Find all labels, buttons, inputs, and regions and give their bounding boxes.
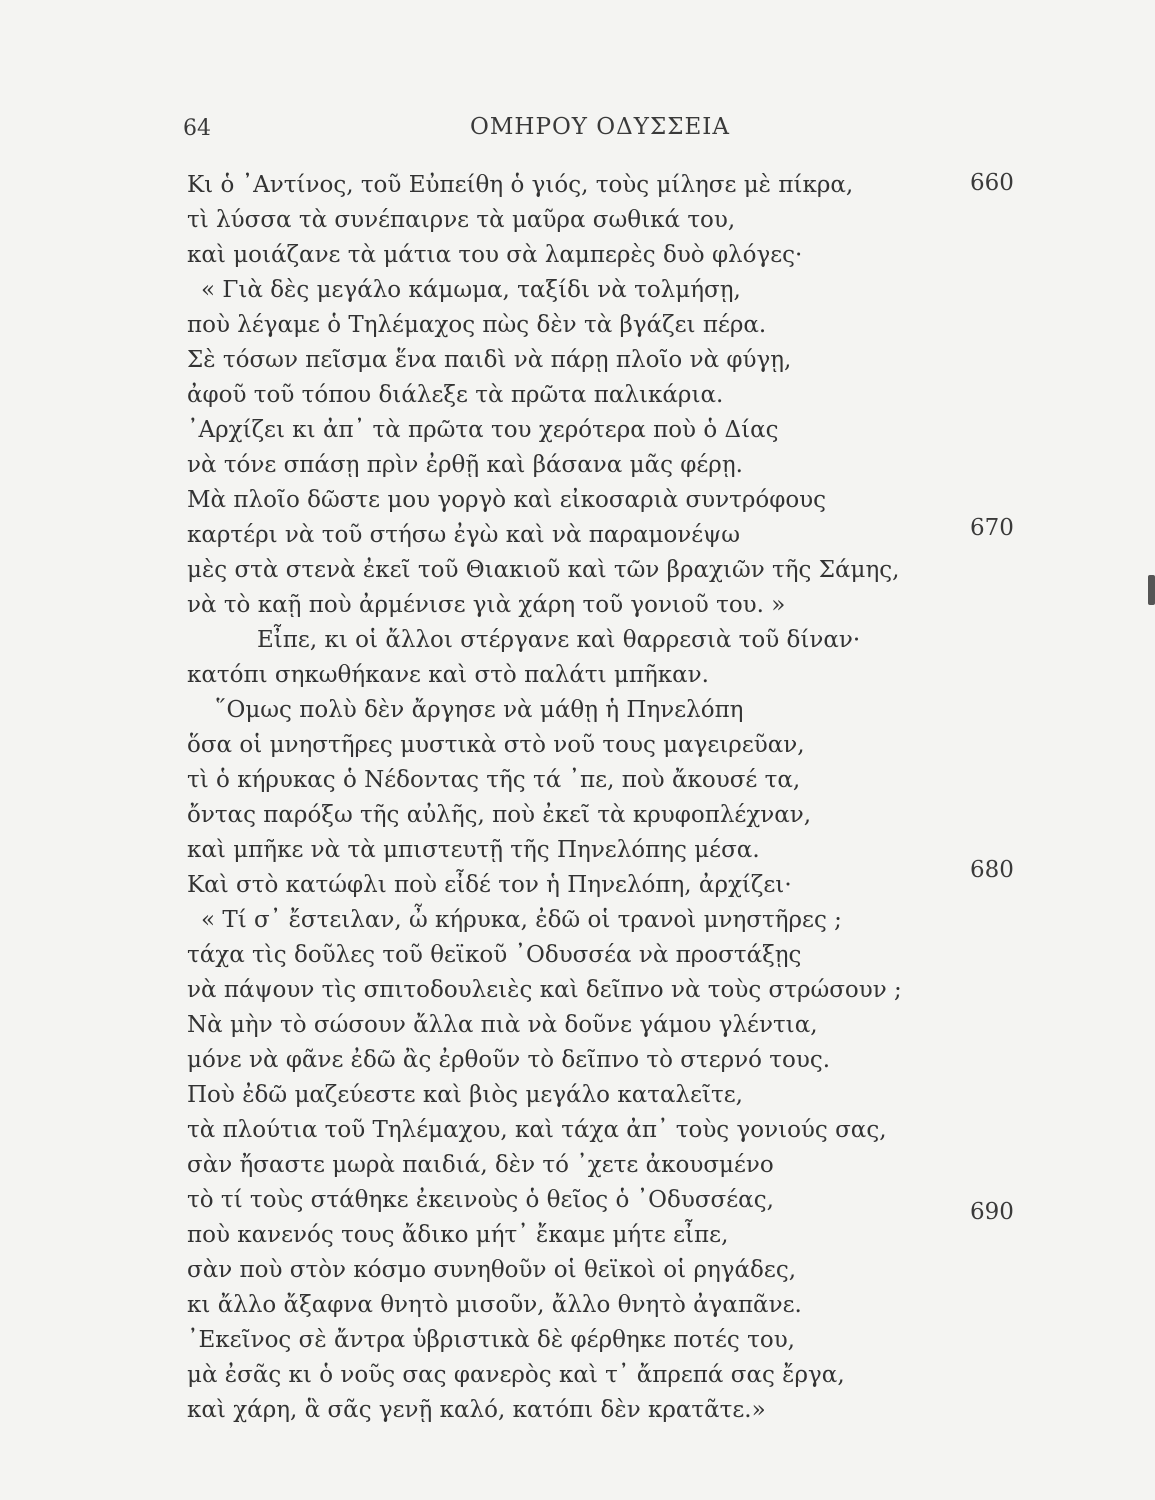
verse-line: Ποὺ ἐδῶ μαζεύεστε καὶ βιὸς μεγάλο καταλεῖτε, (187, 1082, 743, 1108)
line-number-660: 660 (970, 170, 1014, 196)
verse-line: νὰ τὸ καῇ ποὺ ἀρμένισε γιὰ χάρη τοῦ γονιοῦ του. » (187, 592, 786, 618)
verse-line: σὰν ἤσαστε μωρὰ παιδιά, δὲν τό ᾽χετε ἀκουσμένο (187, 1152, 774, 1178)
verse-line: « Γιὰ δὲς μεγάλο κάμωμα, ταξίδι νὰ τολμήσῃ, (201, 277, 741, 303)
verse-line: μὰ ἐσᾶς κι ὁ νοῦς σας φανερὸς καὶ τ᾽ ἄπρεπά σας ἔργα, (187, 1362, 845, 1388)
verse-line: σὰν ποὺ στὸν κόσμο συνηθοῦν οἱ θεϊκοὶ οἱ ρηγάδες, (187, 1257, 797, 1283)
verse-line: Σὲ τόσων πεῖσμα ἕνα παιδὶ νὰ πάρῃ πλοῖο νὰ φύγῃ, (187, 347, 792, 373)
verse-line: ὄντας παρόξω τῆς αὐλῆς, ποὺ ἐκεῖ τὰ κρυφοπλέχναν, (187, 802, 812, 828)
verse-line: μὲς στὰ στενὰ ἐκεῖ τοῦ Θιακιοῦ καὶ τῶν βραχιῶν τῆς Σάμης, (187, 557, 900, 583)
page-edge-mark (1148, 575, 1155, 605)
verse-line: νὰ πάψουν τὶς σπιτοδουλειὲς καὶ δεῖπνο νὰ τοὺς στρώσουν ; (187, 977, 902, 1003)
verse-line: ῞Ομως πολὺ δὲν ἄργησε νὰ μάθῃ ἡ Πηνελόπη (215, 697, 744, 723)
verse-line: Μὰ πλοῖο δῶστε μου γοργὸ καὶ εἰκοσαριὰ συντρόφους (187, 487, 827, 513)
verse-line: ᾽Αρχίζει κι ἀπ᾽ τὰ πρῶτα του χερότερα ποὺ ὁ Δίας (187, 417, 779, 443)
verse-line: κι ἄλλο ἄξαφνα θνητὸ μισοῦν, ἄλλο θνητὸ ἀγαπᾶνε. (187, 1292, 802, 1318)
verse-line: τάχα τὶς δοῦλες τοῦ θεϊκοῦ ᾽Οδυσσέα νὰ προστάξῃς (187, 942, 802, 968)
verse-line: καὶ χάρη, ἃ σᾶς γενῇ καλό, κατόπι δὲν κρατᾶτε.» (187, 1397, 766, 1423)
verse-line: καὶ μπῆκε νὰ τὰ μπιστευτῇ τῆς Πηνελόπης μέσα. (187, 837, 760, 863)
line-number-680: 680 (970, 857, 1014, 883)
verse-line: ᾽Εκεῖνος σὲ ἄντρα ὑβριστικὰ δὲ φέρθηκε ποτές του, (187, 1327, 795, 1353)
verse-line: καὶ μοιάζανε τὰ μάτια του σὰ λαμπερὲς δυὸ φλόγες· (187, 242, 803, 268)
verse-line: Καὶ στὸ κατώφλι ποὺ εἶδέ τον ἡ Πηνελόπη, ἀρχίζει· (187, 872, 792, 898)
verse-line: τὰ πλούτια τοῦ Τηλέμαχου, καὶ τάχα ἀπ᾽ τοὺς γονιούς σας, (187, 1117, 887, 1143)
verse-line: κατόπι σηκωθήκανε καὶ στὸ παλάτι μπῆκαν. (187, 662, 709, 688)
verse-line: Κι ὁ ᾽Αντίνος, τοῦ Εὐπείθη ὁ γιός, τοὺς μίλησε μὲ πίκρα, (187, 172, 854, 198)
verse-line: Νὰ μὴν τὸ σώσουν ἄλλα πιὰ νὰ δοῦνε γάμου γλέντια, (187, 1012, 818, 1038)
line-number-670: 670 (970, 515, 1014, 541)
verse-line: μόνε νὰ φᾶνε ἐδῶ ἂς ἐρθοῦν τὸ δεῖπνο τὸ στερνό τους. (187, 1047, 831, 1073)
verse-line: τὸ τί τοὺς στάθηκε ἐκεινοὺς ὁ θεῖος ὁ ᾽Οδυσσέας, (187, 1187, 774, 1213)
verse-line: τὶ ὁ κήρυκας ὁ Νέδοντας τῆς τά ᾽πε, ποὺ ἄκουσέ τα, (187, 767, 801, 793)
verse-line: ποὺ κανενός τους ἄδικο μήτ᾽ ἔκαμε μήτε εἶπε, (187, 1222, 729, 1248)
verse-line: ὅσα οἱ μνηστῆρες μυστικὰ στὸ νοῦ τους μαγειρεῦαν, (187, 732, 805, 758)
line-number-690: 690 (970, 1199, 1014, 1225)
verse-line: νὰ τόνε σπάσῃ πρὶν ἐρθῇ καὶ βάσανα μᾶς φέρῃ. (187, 452, 743, 478)
verse-line: τὶ λύσσα τὰ συνέπαιρνε τὰ μαῦρα σωθικά του, (187, 207, 736, 233)
verse-line: Εἶπε, κι οἱ ἄλλοι στέργανε καὶ θαρρεσιὰ τοῦ δίναν· (257, 627, 861, 653)
verse-line: ἀφοῦ τοῦ τόπου διάλεξε τὰ πρῶτα παλικάρια. (187, 382, 724, 408)
verse-line: ποὺ λέγαμε ὁ Τηλέμαχος πὼς δὲν τὰ βγάζει πέρα. (187, 312, 767, 338)
verse-line: καρτέρι νὰ τοῦ στήσω ἐγὼ καὶ νὰ παραμονέψω (187, 522, 740, 548)
page-number: 64 (183, 116, 211, 141)
running-head: ΟΜΗΡΟΥ ΟΔΥΣΣΕΙΑ (470, 114, 730, 140)
verse-line: « Τί σ᾽ ἔστειλαν, ὦ κήρυκα, ἐδῶ οἱ τρανοὶ μνηστῆρες ; (201, 907, 842, 933)
